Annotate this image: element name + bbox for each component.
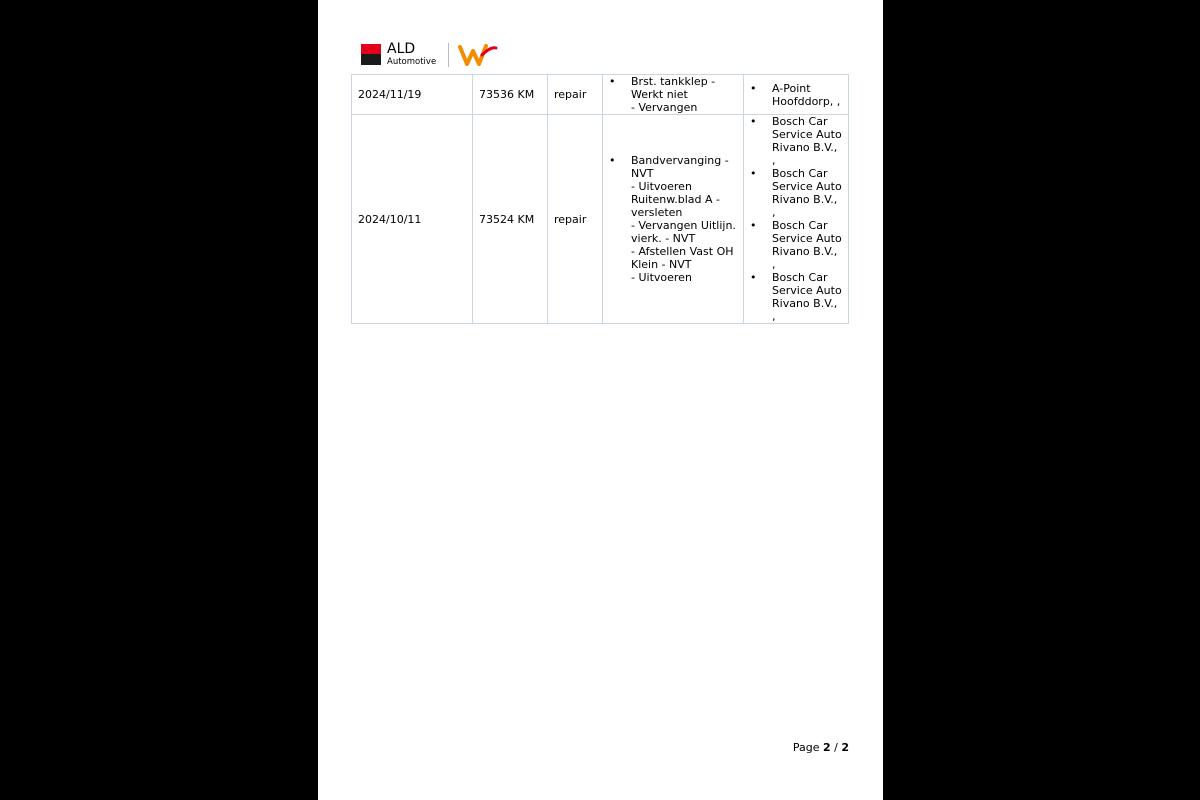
garage-cell xyxy=(744,115,849,324)
mileage-cell: 73536 KM xyxy=(473,75,548,115)
page-label: Page xyxy=(792,741,820,754)
work-item: • Bandvervanging - NVT - Uitvoeren Ruitenw.blad A - versleten - Vervangen Uitlijn. vierk. - NVT - Afstellen Vast OH Klein - NVT - Uitvoeren xyxy=(625,154,737,284)
page-total: 2 xyxy=(841,741,849,754)
ald-logo-mark xyxy=(361,44,381,65)
table-row xyxy=(352,115,849,324)
logo-separator xyxy=(448,43,449,67)
page-divider: / xyxy=(834,741,838,754)
work-item: • Brst. tankklep - Werkt niet - Vervangen xyxy=(625,75,737,114)
garage-cell xyxy=(744,75,849,115)
mileage-cell: 73524 KM xyxy=(473,115,548,324)
garage-item: • Bosch Car Service Auto Rivano B.V., , xyxy=(766,115,842,167)
work-cell xyxy=(603,75,744,115)
garage-item: • A-Point Hoofddorp, , xyxy=(766,82,842,108)
table-row xyxy=(352,75,849,115)
page-current: 2 xyxy=(822,741,831,754)
garage-item: • Bosch Car Service Auto Rivano B.V., , xyxy=(766,219,842,271)
type-cell: repair xyxy=(548,115,603,324)
work-cell xyxy=(603,115,744,324)
maintenance-table xyxy=(351,74,849,324)
type-cell: repair xyxy=(548,75,603,115)
header-logos xyxy=(361,42,521,68)
w-brand-logo-icon xyxy=(458,43,498,67)
garage-item: • Bosch Car Service Auto Rivano B.V., , xyxy=(766,271,842,323)
page-number xyxy=(793,741,849,754)
document-page xyxy=(318,0,883,800)
ald-logo-name: ALD xyxy=(387,41,416,57)
garage-item: • Bosch Car Service Auto Rivano B.V., , xyxy=(766,167,842,219)
ald-logo-subtitle: Automotive xyxy=(387,57,437,67)
date-cell: 2024/11/19 xyxy=(352,75,473,115)
date-cell: 2024/10/11 xyxy=(352,115,473,324)
